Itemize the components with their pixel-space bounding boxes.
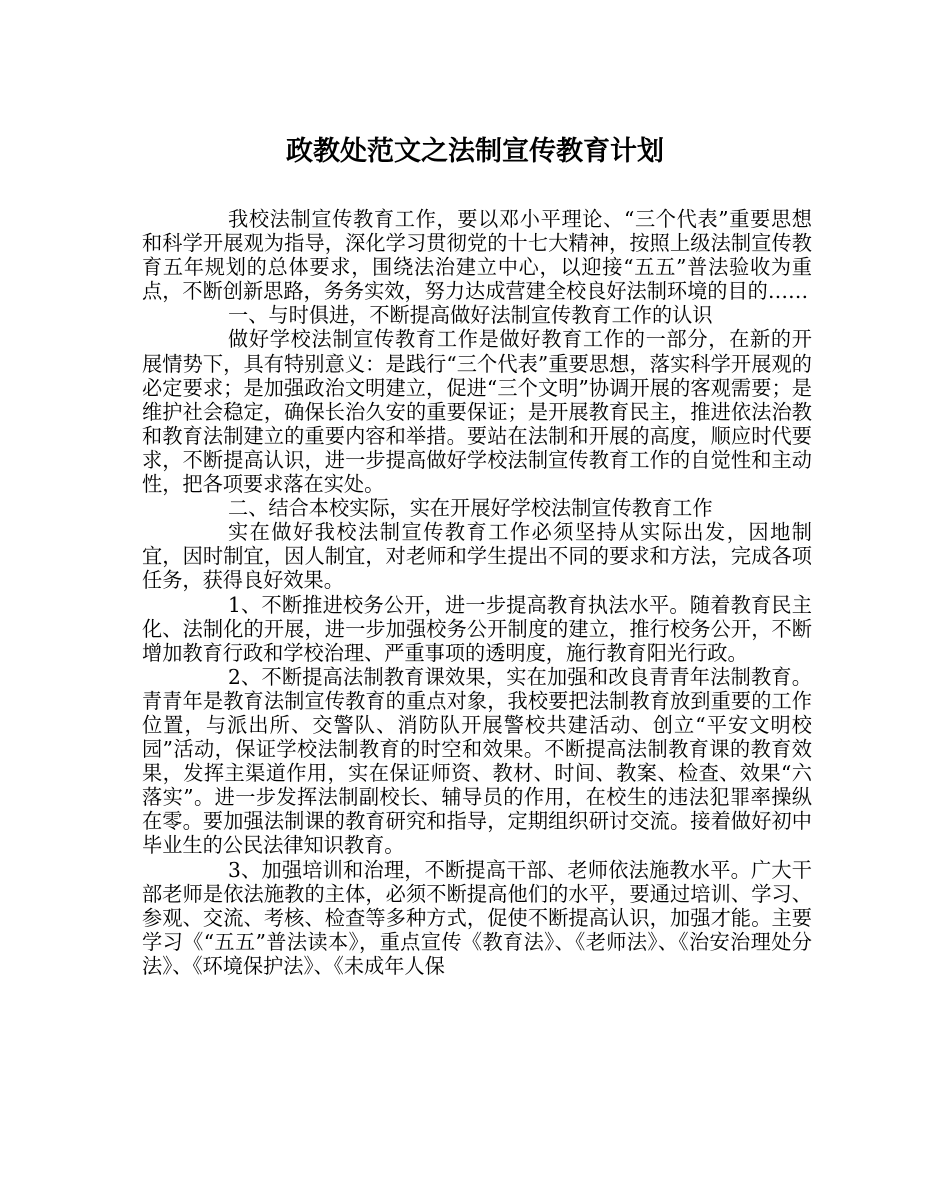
document-title: 政教处范文之法制宣传教育计划	[286, 136, 664, 167]
intro-paragraph: 我校法制宣传教育工作，要以邓小平理论、“三个代表”重要思想和科学开展观为指导，深化学习贯彻党的十七大精神，按照上级法制宣传教育五年规划的总体要求，围绕法治建立中心，以迎接“五五”普法验收为重点，不断创新思路，务务实效，努力达成营建全校良好法制环境的目的……	[142, 207, 812, 304]
section-heading-2: 二、结合本校实际，实在开展好学校法制宣传教育工作	[228, 496, 713, 521]
item-1-paragraph: 1、不断推进校务公开，进一步提高教育执法水平。随着教育民主化、法制化的开展，进一步加强校务公开制度的建立，推行校务公开，不断增加教育行政和学校治理、严重事项的透明度，施行教育阳光行政。	[142, 592, 812, 665]
section-2-paragraph: 实在做好我校法制宣传教育工作必须坚持从实际出发，因地制宜，因时制宜，因人制宜，对老师和学生提出不同的要求和方法，完成各项任务，获得良好效果。	[142, 520, 812, 593]
section-1-paragraph: 做好学校法制宣传教育工作是做好教育工作的一部分，在新的开展情势下，具有特别意义：是践行“三个代表”重要思想，落实科学开展观的必定要求；是加强政治文明建立，促进“三个文明”协调开展的客观需要；是维护社会稳定，确保长治久安的重要保证；是开展教育民主，推进依法治教和教育法制建立的重要内容和举措。要站在法制和开展的高度，顺应时代要求，不断提高认识，进一步提高做好学校法制宣传教育工作的自觉性和主动性，把各项要求落在实处。	[142, 327, 812, 497]
item-3-paragraph: 3、加强培训和治理，不断提高干部、老师依法施教水平。广大干部老师是依法施教的主体，必须不断提高他们的水平，要通过培训、学习、参观、交流、考核、检查等多种方式，促使不断提高认识，加强才能。主要学习《“五五”普法读本》，重点宣传《教育法》、《老师法》、《治安治理处分法》、《环境保护法》、《未成年人保	[142, 857, 812, 978]
item-2-paragraph: 2、不断提高法制教育课效果，实在加强和改良青青年法制教育。青青年是教育法制宣传教育的重点对象，我校要把法制教育放到重要的工作位置，与派出所、交警队、消防队开展警校共建活动、创立“平安文明校园”活动，保证学校法制教育的时空和效果。不断提高法制教育课的教育效果，发挥主渠道作用，实在保证师资、教材、时间、教案、检查、效果“六落实”。进一步发挥法制副校长、辅导员的作用，在校生的违法犯罪率操纵在零。要加强法制课的教育研究和指导，定期组织研讨交流。接着做好初中毕业生的公民法律知识教育。	[142, 664, 812, 858]
document-body	[142, 207, 812, 978]
section-heading-1: 一、与时俱进，不断提高做好法制宣传教育工作的认识	[228, 303, 713, 328]
